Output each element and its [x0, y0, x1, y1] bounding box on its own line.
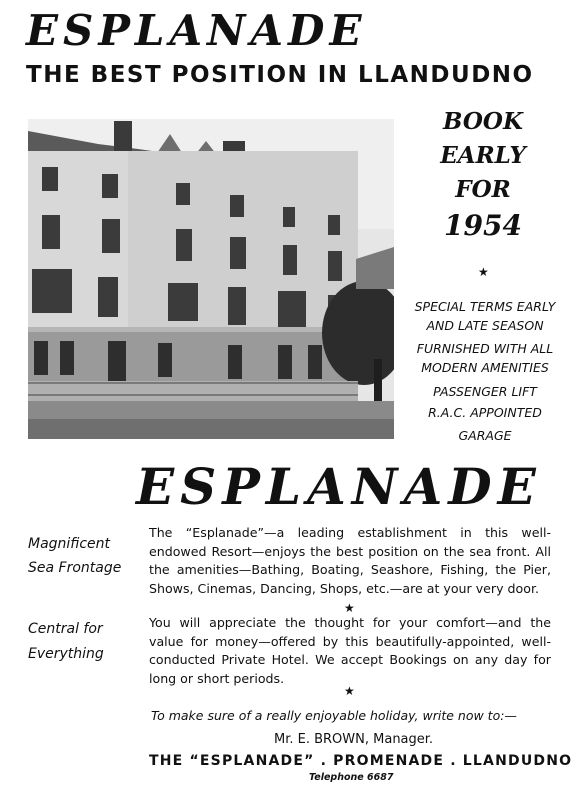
book-early-line-1: BOOK [443, 108, 523, 135]
amenity-line: FURNISHED WITH ALL [416, 341, 554, 356]
amenity-line: SPECIAL TERMS EARLY [414, 299, 556, 314]
star-icon: ★ [344, 684, 355, 698]
brand-title-large: ESPLANADE [136, 457, 542, 516]
side-note: Central for [28, 621, 103, 637]
amenity-line: GARAGE [458, 428, 512, 443]
hotel-building-illustration [28, 119, 394, 439]
book-early-line-3: FOR [455, 176, 511, 203]
amenity-line: AND LATE SEASON [426, 318, 544, 333]
amenity-line: MODERN AMENITIES [421, 360, 549, 375]
body-paragraph-2: You will appreciate the thought for your comfort—and the value for money—offered by this beautifully-appointed, well-conducted Private Hotel. We accept Bookings on any day for long or short periods. [149, 615, 551, 686]
telephone: Telephone 6687 [309, 772, 394, 783]
manager-name: Mr. E. BROWN, Manager. [274, 732, 434, 747]
book-early-year: 1954 [444, 209, 522, 242]
side-note: Everything [28, 646, 104, 662]
amenity-line: R.A.C. APPOINTED [428, 405, 542, 420]
tagline: THE BEST POSITION IN LLANDUDNO [26, 62, 534, 88]
brand-title-top: ESPLANADE [26, 6, 367, 55]
amenity-line: PASSENGER LIFT [433, 384, 537, 399]
side-note: Magnificent [28, 536, 111, 552]
side-note: Sea Frontage [28, 560, 122, 576]
hotel-address: THE “ESPLANADE” . PROMENADE . LLANDUDNO [149, 753, 573, 769]
body-paragraph-1: The “Esplanade”—a leading establishment in this well-endowed Resort—enjoys the best position on the sea front. All the amenities—Bathing, Boating, Seashore, Fishing, the Pier, Shows, Cinemas, Dancing, Shops, etc.—are at your very door. [149, 525, 551, 596]
star-icon: ★ [344, 601, 355, 615]
book-early-line-2: EARLY [440, 142, 526, 169]
hotel-photo [28, 119, 394, 439]
call-to-action: To make sure of a really enjoyable holiday, write now to:— [151, 708, 517, 723]
star-icon: ★ [478, 265, 489, 279]
